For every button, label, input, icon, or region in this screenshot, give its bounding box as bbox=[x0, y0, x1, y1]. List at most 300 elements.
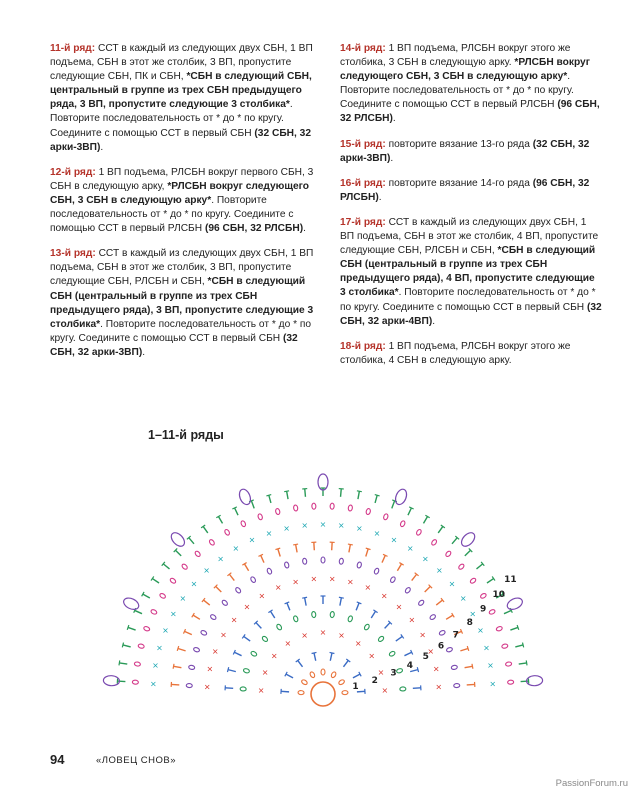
stitch-stroke bbox=[229, 574, 234, 580]
stitch-stroke bbox=[270, 611, 274, 618]
stitch-bar bbox=[293, 544, 298, 545]
stitch-bar bbox=[127, 625, 129, 630]
chain-stitch bbox=[309, 671, 315, 678]
x-stitch: × bbox=[301, 520, 309, 530]
stitch-stroke bbox=[510, 627, 518, 630]
stitch-stroke bbox=[123, 645, 131, 647]
chain-stitch bbox=[261, 635, 268, 642]
chain-stitch bbox=[389, 651, 396, 657]
stitch-bar bbox=[285, 602, 290, 604]
page-number: 94 bbox=[50, 752, 65, 767]
stitch-stroke bbox=[476, 564, 482, 569]
row-end: . bbox=[378, 191, 382, 203]
stitch-stroke bbox=[175, 550, 181, 556]
puff-stitch bbox=[237, 488, 252, 507]
chain-stitch bbox=[508, 680, 514, 684]
chain-stitch bbox=[275, 508, 280, 515]
puff-stitch bbox=[169, 530, 187, 549]
stitch-stroke bbox=[117, 681, 125, 682]
row-text: ССТ в каждый из следующих двух СБН, 1 ВП подъема, СБН в этот же столбик, 4 ВП, пропустите следующие СБН, РЛСБН и СБН, bbox=[340, 216, 599, 257]
round-number: 1 bbox=[352, 681, 359, 692]
chain-stitch bbox=[347, 615, 353, 622]
x-stitch: × bbox=[487, 661, 494, 671]
chain-stitch bbox=[396, 668, 403, 674]
stitch-stroke bbox=[203, 526, 208, 533]
stitch-stroke bbox=[353, 674, 360, 678]
x-stitch: × bbox=[206, 664, 214, 674]
chain-stitch bbox=[143, 626, 150, 632]
chain-stitch bbox=[240, 687, 246, 691]
chain-stitch bbox=[138, 643, 145, 648]
chain-stitch bbox=[194, 550, 201, 557]
chain-stitch bbox=[134, 662, 141, 667]
row-18-instructions bbox=[340, 340, 602, 368]
chain-stitch bbox=[342, 690, 348, 694]
row-count: (32 СБН, 32 арки-3ВП) bbox=[50, 332, 298, 358]
stitch-stroke bbox=[171, 684, 179, 685]
row-label: 14-й ряд: bbox=[340, 43, 386, 54]
x-stitch: × bbox=[274, 583, 282, 593]
chain-stitch bbox=[257, 513, 263, 520]
row-count: (96 СБН, 32 РЛСБН) bbox=[204, 223, 304, 235]
chain-stitch bbox=[431, 539, 438, 546]
left-column bbox=[50, 42, 322, 371]
chain-stitch bbox=[357, 562, 362, 569]
row-label: 11-й ряд: bbox=[50, 43, 96, 54]
stitch-stroke bbox=[244, 564, 248, 571]
x-stitch: × bbox=[477, 626, 484, 636]
row-count: (32 СБН, 32 арки-4ВП) bbox=[340, 301, 602, 327]
x-stitch: × bbox=[319, 628, 327, 637]
stitch-stroke bbox=[504, 610, 511, 613]
round-number: 9 bbox=[479, 604, 487, 615]
stitch-stroke bbox=[330, 653, 332, 661]
stitch-stroke bbox=[343, 660, 348, 666]
round-number: 4 bbox=[406, 660, 413, 671]
row-tail: . Повторите последовательность от * до * по кругу. Соедините с помощью ССТ в первый РЛСБН bbox=[50, 194, 294, 235]
row-label: 18-й ряд: bbox=[340, 340, 386, 352]
stitch-stroke bbox=[216, 586, 222, 592]
stitch-stroke bbox=[452, 538, 457, 544]
row-11-instructions bbox=[50, 42, 322, 155]
chain-stitch bbox=[439, 630, 446, 636]
stitch-bar bbox=[312, 652, 317, 653]
x-stitch: × bbox=[448, 579, 456, 589]
stitch-bar bbox=[284, 491, 289, 492]
row-end: . bbox=[100, 141, 104, 153]
x-stitch: × bbox=[319, 520, 327, 529]
chain-stitch bbox=[454, 683, 460, 687]
row-13-instructions bbox=[50, 247, 322, 360]
row-end: . bbox=[390, 152, 394, 164]
chain-stitch bbox=[159, 593, 166, 600]
stitch-stroke bbox=[314, 653, 316, 661]
stitch-stroke bbox=[203, 600, 209, 605]
stitch-stroke bbox=[467, 684, 475, 685]
x-stitch: × bbox=[381, 686, 389, 696]
stitch-bar bbox=[472, 664, 473, 669]
stitch-stroke bbox=[143, 594, 150, 598]
stitch-bar bbox=[357, 602, 362, 604]
row-16-instructions bbox=[340, 177, 602, 205]
chain-stitch bbox=[364, 623, 371, 630]
chain-stitch bbox=[243, 668, 250, 674]
stitch-stroke bbox=[340, 598, 341, 606]
stitch-stroke bbox=[413, 688, 421, 689]
row-end: . bbox=[432, 315, 436, 327]
stitch-stroke bbox=[305, 489, 306, 497]
x-stitch: × bbox=[377, 667, 385, 677]
row-text: 1 ВП подъема, РЛСБН вокруг этого же столбика, 3 СБН в следующую арку. bbox=[340, 43, 571, 69]
chain-stitch bbox=[445, 550, 452, 557]
row-repeat: *СБН в следующий СБН (центральный в группе из трех СБН предыдущего ряда), 3 ВП, пропустите следующие 3 столбика* bbox=[50, 276, 314, 330]
row-label: 15-й ряд: bbox=[340, 138, 386, 150]
stitch-stroke bbox=[189, 538, 194, 544]
x-stitch: × bbox=[432, 664, 440, 674]
chain-stitch bbox=[193, 647, 200, 653]
x-stitch: × bbox=[149, 679, 157, 689]
x-stitch: × bbox=[380, 591, 388, 601]
stitch-stroke bbox=[305, 598, 306, 606]
chain-stitch bbox=[505, 662, 512, 667]
stitch-stroke bbox=[366, 549, 368, 557]
row-label: 12-й ряд: bbox=[50, 166, 96, 178]
stitch-stroke bbox=[119, 663, 127, 664]
x-stitch: × bbox=[368, 651, 376, 661]
stitch-stroke bbox=[412, 574, 417, 580]
stitch-stroke bbox=[256, 623, 261, 629]
stitch-stroke bbox=[519, 663, 527, 664]
x-stitch: × bbox=[337, 520, 345, 530]
chain-stitch bbox=[188, 665, 195, 670]
x-stitch: × bbox=[390, 535, 398, 545]
stitch-bar bbox=[417, 667, 418, 672]
chain-stitch bbox=[383, 513, 389, 520]
x-stitch: × bbox=[284, 638, 292, 648]
stitch-stroke bbox=[152, 579, 159, 583]
chain-stitch bbox=[224, 529, 231, 536]
chain-stitch bbox=[489, 609, 496, 615]
stitch-stroke bbox=[193, 615, 200, 619]
chain-stitch bbox=[150, 609, 157, 615]
stitch-stroke bbox=[135, 610, 142, 613]
row-repeat: *РЛСБН вокруг следующего СБН, 3 СБН в следующую арку* bbox=[50, 180, 309, 206]
stitch-bar bbox=[227, 667, 228, 672]
x-stitch: × bbox=[211, 646, 219, 656]
row-tail: . Повторите последовательность от * до * по кругу. Соедините с помощью ССТ в первый РЛСБН bbox=[340, 71, 574, 111]
stitch-stroke bbox=[392, 501, 395, 509]
chain-stitch bbox=[240, 520, 246, 527]
x-stitch: × bbox=[257, 686, 265, 696]
x-stitch: × bbox=[156, 643, 163, 653]
x-stitch: × bbox=[190, 579, 198, 589]
stitch-stroke bbox=[296, 544, 297, 552]
x-stitch: × bbox=[419, 630, 426, 640]
stitch-bar bbox=[275, 548, 280, 549]
chain-stitch bbox=[366, 508, 371, 515]
row-text: ССТ в каждый из следующих двух СБН, 1 ВП подъема, СБН в этот же столбик, 3 ВП, пропустите следующие СБН, РЛСБН и СБН, bbox=[50, 248, 314, 288]
x-stitch: × bbox=[406, 544, 414, 554]
chain-stitch bbox=[208, 539, 215, 546]
watermark: PassionForum.ru bbox=[555, 778, 628, 789]
x-stitch: × bbox=[169, 609, 177, 619]
x-stitch: × bbox=[203, 566, 210, 576]
row-count: (32 СБН, 32 арки-3ВП) bbox=[50, 127, 311, 153]
x-stitch: × bbox=[258, 591, 266, 601]
x-stitch: × bbox=[261, 667, 269, 677]
chain-stitch bbox=[321, 669, 325, 675]
row-count: (96 СБН, 32 РЛСБН) bbox=[340, 99, 600, 125]
chain-stitch bbox=[235, 587, 242, 594]
chain-stitch bbox=[321, 557, 325, 563]
stitch-stroke bbox=[228, 670, 236, 672]
x-stitch: × bbox=[459, 593, 467, 603]
x-stitch: × bbox=[243, 602, 251, 612]
chain-stitch bbox=[501, 643, 508, 648]
x-stitch: × bbox=[310, 574, 318, 584]
chain-stitch bbox=[210, 614, 217, 621]
round-number: 8 bbox=[466, 617, 473, 628]
chain-stitch bbox=[374, 568, 380, 575]
x-stitch: × bbox=[301, 630, 308, 640]
chain-stitch bbox=[339, 558, 344, 564]
x-stitch: × bbox=[217, 554, 224, 564]
row-repeat: *РЛСБН вокруг следующего СБН, 3 СБН в следующую арку* bbox=[340, 57, 590, 83]
stitch-bar bbox=[522, 643, 523, 648]
x-stitch: × bbox=[283, 523, 291, 533]
x-stitch: × bbox=[436, 566, 443, 576]
chain-stitch bbox=[298, 690, 304, 694]
row-end: . bbox=[142, 346, 146, 358]
row-repeat: *СБН в следующий СБН, центральный в группе из трех СБН предыдущего ряда, 3 ВП, пропустите следующие 3 столбика* bbox=[50, 71, 312, 111]
row-repeat: *СБН в следующий СБН (центральный в группе из трех СБН предыдущего ряда), 4 ВП, пропустите следующие 3 столбика* bbox=[340, 245, 596, 299]
stitch-stroke bbox=[185, 631, 192, 634]
stitch-stroke bbox=[356, 603, 359, 610]
row-count: (96 СБН, 32 РЛСБН) bbox=[340, 177, 590, 203]
puff-stitch bbox=[505, 596, 524, 612]
stitch-stroke bbox=[521, 681, 529, 682]
x-stitch: × bbox=[422, 554, 429, 564]
x-stitch: × bbox=[364, 583, 372, 593]
chain-stitch bbox=[169, 577, 176, 584]
row-end: . bbox=[392, 113, 396, 125]
x-stitch: × bbox=[152, 661, 159, 671]
chain-stitch bbox=[446, 647, 453, 653]
chain-stitch bbox=[348, 505, 353, 512]
book-title: «ЛОВЕЦ СНОВ» bbox=[96, 755, 176, 766]
x-stitch: × bbox=[328, 574, 336, 584]
puff-stitch bbox=[122, 596, 141, 612]
chain-stitch bbox=[330, 503, 334, 509]
stitch-stroke bbox=[269, 495, 271, 503]
stitch-stroke bbox=[234, 652, 241, 655]
x-stitch: × bbox=[230, 615, 238, 625]
row-15-instructions bbox=[340, 138, 602, 166]
chain-stitch bbox=[429, 614, 436, 621]
row-14-instructions bbox=[340, 42, 602, 127]
stitch-bar bbox=[302, 597, 307, 598]
stitch-stroke bbox=[382, 555, 385, 562]
chain-stitch bbox=[132, 680, 138, 684]
round-number: 10 bbox=[492, 590, 505, 601]
stitch-stroke bbox=[225, 688, 233, 689]
stitch-bar bbox=[177, 646, 178, 651]
stitch-stroke bbox=[178, 648, 186, 650]
round-number: 11 bbox=[504, 574, 517, 585]
round-number: 5 bbox=[422, 651, 429, 662]
chain-stitch bbox=[390, 576, 397, 583]
row-text: повторите вязание 14-го ряда bbox=[388, 177, 533, 189]
chain-stitch bbox=[330, 611, 335, 617]
chain-stitch bbox=[276, 623, 283, 630]
stitch-stroke bbox=[425, 586, 431, 592]
stitch-stroke bbox=[460, 648, 468, 650]
stitch-stroke bbox=[446, 615, 453, 619]
stitch-stroke bbox=[515, 645, 523, 647]
chain-stitch bbox=[250, 651, 257, 657]
chain-stitch bbox=[200, 630, 207, 636]
chain-stitch bbox=[330, 671, 336, 678]
stitch-stroke bbox=[341, 489, 342, 497]
stitch-stroke bbox=[261, 555, 264, 562]
x-stitch: × bbox=[265, 528, 273, 538]
chain-stitch bbox=[416, 529, 423, 536]
stitch-stroke bbox=[128, 627, 136, 630]
stitch-stroke bbox=[358, 491, 359, 499]
row-text: ССТ в каждый из следующих двух СБН, 1 ВП подъема, СБН в этот же столбик, 3 ВП, пропустите следующие СБН, ПК и СБН, bbox=[50, 43, 313, 83]
stitch-stroke bbox=[396, 636, 402, 641]
x-stitch: × bbox=[354, 638, 362, 648]
chain-stitch bbox=[451, 665, 458, 670]
puff-stitch bbox=[459, 530, 477, 549]
x-stitch: × bbox=[248, 535, 256, 545]
stitch-stroke bbox=[397, 564, 401, 571]
chain-stitch bbox=[480, 593, 487, 600]
chain-stitch bbox=[250, 576, 257, 583]
stitch-stroke bbox=[244, 636, 250, 641]
chain-stitch bbox=[496, 626, 503, 632]
x-stitch: × bbox=[355, 523, 363, 533]
stitch-bar bbox=[517, 625, 519, 630]
row-label: 17-й ряд: bbox=[340, 216, 386, 228]
stitch-stroke bbox=[287, 491, 288, 499]
row-text: 1 ВП подъема, РЛСБН вокруг этого же столбика, 4 СБН в следующую арку. bbox=[340, 340, 571, 366]
chain-stitch bbox=[469, 577, 476, 584]
row-count: (32 СБН, 32 арки-3ВП) bbox=[340, 138, 590, 164]
stitch-bar bbox=[526, 660, 527, 665]
x-stitch: × bbox=[270, 651, 278, 661]
stitch-stroke bbox=[371, 611, 375, 618]
stitch-stroke bbox=[163, 564, 169, 569]
stitch-bar bbox=[173, 664, 174, 669]
stitch-stroke bbox=[287, 603, 290, 610]
stitch-stroke bbox=[487, 579, 494, 583]
stitch-bar bbox=[119, 660, 120, 665]
row-17-instructions bbox=[340, 216, 602, 329]
row-tail: . Повторите последовательность от * до * по кругу. Соедините с помощью ССТ в первый СБН bbox=[50, 99, 293, 139]
x-stitch: × bbox=[220, 630, 227, 640]
x-stitch: × bbox=[395, 602, 403, 612]
chain-stitch bbox=[186, 683, 192, 687]
row-end: . bbox=[303, 223, 306, 235]
x-stitch: × bbox=[373, 528, 381, 538]
stitch-stroke bbox=[423, 516, 427, 523]
crochet-diagram bbox=[140, 432, 517, 732]
chain-stitch bbox=[293, 505, 298, 512]
x-stitch: × bbox=[347, 577, 354, 587]
stitch-bar bbox=[330, 652, 335, 653]
round-number: 6 bbox=[437, 641, 445, 652]
stitch-stroke bbox=[375, 495, 377, 503]
chain-stitch bbox=[400, 520, 406, 527]
stitch-stroke bbox=[251, 501, 254, 509]
stitch-stroke bbox=[436, 600, 442, 605]
x-stitch: × bbox=[435, 682, 443, 692]
diagram-title: 1–11-й ряды bbox=[148, 428, 224, 442]
stitch-stroke bbox=[281, 691, 289, 692]
stitch-stroke bbox=[438, 526, 443, 533]
row-12-instructions bbox=[50, 166, 322, 236]
chain-stitch bbox=[312, 503, 316, 509]
x-stitch: × bbox=[179, 593, 187, 603]
round-number: 2 bbox=[371, 675, 378, 686]
round-number: 3 bbox=[390, 668, 397, 679]
stitch-stroke bbox=[235, 508, 238, 515]
stitch-stroke bbox=[385, 623, 390, 629]
row-label: 16-й ряд: bbox=[340, 177, 386, 189]
x-stitch: × bbox=[203, 682, 211, 692]
stitch-bar bbox=[339, 597, 344, 598]
stitch-bar bbox=[348, 544, 353, 545]
chain-stitch bbox=[266, 568, 272, 575]
chain-stitch bbox=[221, 599, 228, 606]
stitch-bar bbox=[467, 646, 468, 651]
chain-stitch bbox=[418, 599, 425, 606]
stitch-stroke bbox=[218, 516, 222, 523]
stitch-bar bbox=[266, 495, 271, 496]
stitch-stroke bbox=[404, 652, 411, 655]
stitch-stroke bbox=[174, 666, 182, 667]
x-stitch: × bbox=[338, 630, 345, 640]
stitch-stroke bbox=[465, 550, 471, 556]
chain-stitch bbox=[302, 558, 307, 564]
chain-stitch bbox=[338, 679, 345, 686]
puff-stitch bbox=[393, 488, 408, 507]
row-tail: . Повторите последовательность от * до * по кругу. Соедините с помощью ССТ в первый СБН bbox=[340, 287, 596, 313]
round-number: 7 bbox=[452, 630, 459, 641]
stitch-stroke bbox=[349, 544, 350, 552]
x-stitch: × bbox=[489, 679, 497, 689]
x-stitch: × bbox=[408, 615, 416, 625]
x-stitch: × bbox=[232, 544, 240, 554]
x-stitch: × bbox=[469, 609, 477, 619]
stitch-stroke bbox=[286, 674, 293, 678]
stitch-stroke bbox=[465, 666, 473, 667]
x-stitch: × bbox=[292, 577, 299, 587]
row-tail: . Повторите последовательность от * до * по кругу. Соедините с помощью ССТ в первый СБН bbox=[50, 318, 312, 344]
center-ring bbox=[311, 682, 335, 706]
stitch-bar bbox=[366, 548, 371, 549]
stitch-bar bbox=[375, 495, 380, 496]
stitch-stroke bbox=[408, 508, 411, 515]
chain-stitch bbox=[311, 611, 316, 617]
row-label: 13-й ряд: bbox=[50, 248, 96, 260]
chain-stitch bbox=[301, 679, 308, 686]
chain-stitch bbox=[400, 687, 406, 691]
right-column bbox=[340, 42, 602, 379]
chain-stitch bbox=[377, 635, 384, 642]
stitch-stroke bbox=[278, 549, 280, 557]
